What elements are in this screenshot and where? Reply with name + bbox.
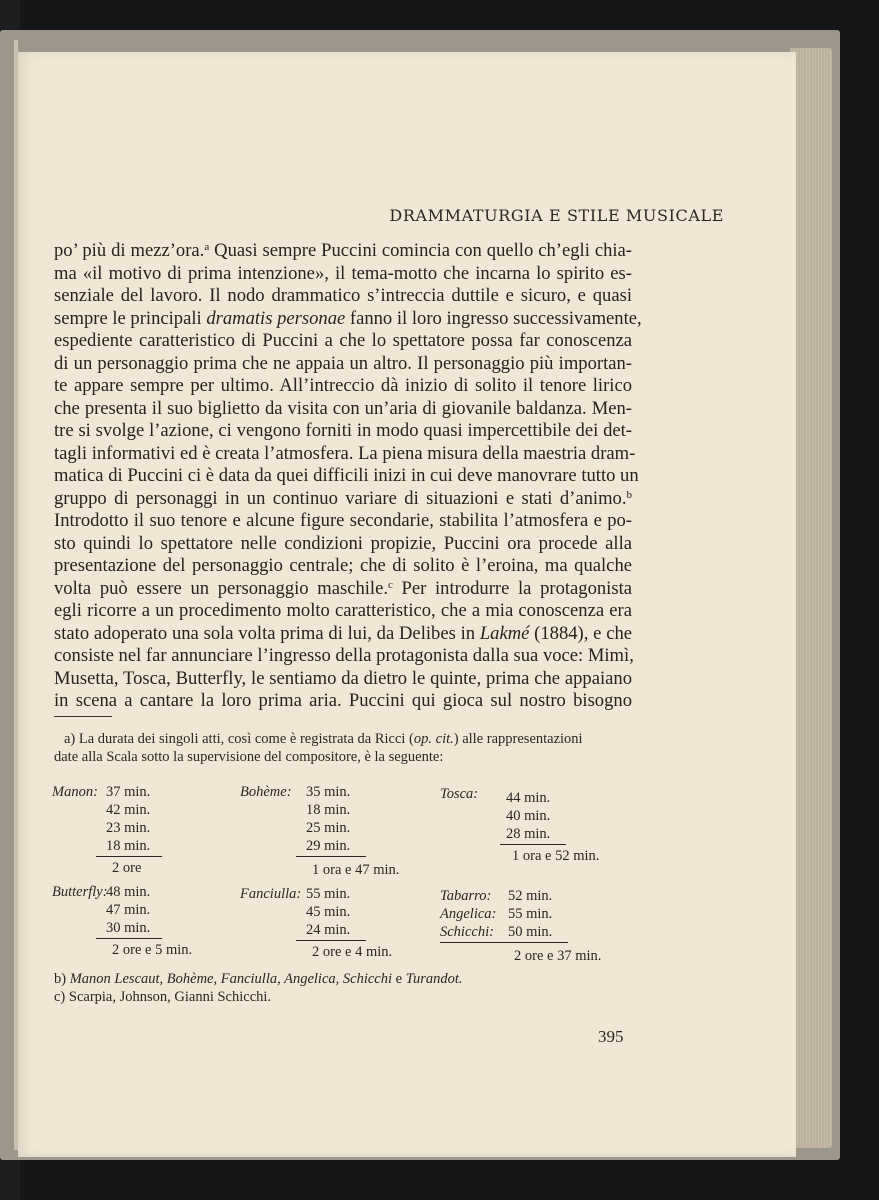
body-line: ma «il motivo di prima intenzione», il tema-motto che incarna lo spirito es- (54, 262, 632, 284)
act-duration: 55 min. (508, 906, 553, 922)
opera-title: Angelica: (440, 906, 497, 922)
body-line: egli ricorre a un procedimento molto caratteristico, che a mia conoscenza era (54, 600, 632, 621)
body-line: senziale del lavoro. Il nodo drammatico s’intreccia duttile e sicuro, e quasi (54, 285, 632, 306)
sum-line (440, 942, 568, 943)
page-fore-edge (790, 48, 832, 1148)
act-duration: 47 min. (106, 902, 151, 918)
body-line: volta può essere un personaggio maschile.$^c$ Per introdurre la protagonista (54, 577, 632, 599)
footnote-rule (54, 716, 112, 717)
body-text (54, 240, 642, 713)
body-line: po’ più di mezz’ora.$^a$ Quasi sempre Puccini comincia con quello ch’egli chia- (54, 240, 632, 261)
body-line: espediente caratteristico di Puccini a che lo spettatore possa far conoscenza (54, 330, 632, 351)
body-line: presentazione del personaggio centrale; che di solito è l’eroina, ma qualche (54, 555, 632, 576)
body-line: sempre le principali dramatis personae fanno il loro ingresso successivamente, (54, 307, 642, 329)
body-line: tagli informativi ed è creata l’atmosfera. La piena misura della maestria dram- (54, 442, 636, 464)
total-duration: 2 ore e 4 min. (312, 944, 393, 960)
total-duration: 1 ora e 52 min. (512, 848, 600, 864)
opera-title: Tabarro: (440, 888, 492, 904)
act-duration: 52 min. (508, 888, 553, 904)
sum-line (296, 940, 366, 941)
act-duration: 25 min. (306, 820, 351, 836)
act-duration: 18 min. (306, 802, 351, 818)
act-duration: 24 min. (306, 922, 351, 938)
body-line: Musetta, Tosca, Butterfly, le sentiamo da dietro le quinte, prima che appaiano (54, 667, 632, 689)
act-duration: 44 min. (506, 790, 551, 806)
body-line: in scena a cantare la loro prima aria. Puccini qui gioca sul nostro bisogno (54, 690, 632, 711)
total-duration: 2 ore e 37 min. (514, 948, 602, 964)
total-duration: 2 ore e 5 min. (112, 942, 193, 958)
body-line: matica di Puccini ci è data da quei difficili inizi in cui deve manovrare tutto un (54, 465, 639, 486)
act-duration: 18 min. (106, 838, 151, 854)
opera-title: Bohème: (240, 784, 292, 800)
opera-title: Tosca: (440, 786, 479, 802)
body-line: di un personaggio prima che ne appaia un altro. Il personaggio più importan- (54, 352, 632, 374)
running-head: DRAMMATURGIA E STILE MUSICALE (389, 206, 724, 225)
act-duration: 35 min. (306, 784, 351, 800)
body-line: Introdotto il suo tenore e alcune figure secondarie, stabilita l’atmosfera e po- (54, 510, 632, 531)
sum-line (96, 856, 162, 857)
sum-line (296, 856, 366, 857)
page-number: 395 (598, 1027, 624, 1046)
opera-title: Schicchi: (440, 924, 494, 940)
act-duration: 45 min. (306, 904, 351, 920)
opera-title: Manon: (52, 784, 98, 800)
body-line: stato adoperato una sola volta prima di lui, da Delibes in Lakmé (1884), e che (54, 622, 632, 644)
act-duration: 40 min. (506, 808, 551, 824)
act-duration: 50 min. (508, 924, 553, 940)
footnote-a-line-2: date alla Scala sotto la supervisione del compositore, è la seguente: (54, 749, 444, 765)
act-duration: 55 min. (306, 886, 351, 902)
durations-table (52, 784, 642, 964)
total-duration: 2 ore (112, 860, 142, 876)
act-duration: 48 min. (106, 884, 151, 900)
total-duration: 1 ora e 47 min. (312, 862, 400, 878)
act-duration: 37 min. (106, 784, 151, 800)
footnote-a (54, 730, 654, 766)
footnote-marker: c (388, 578, 393, 591)
body-line: gruppo di personaggi in un continuo variare di situazioni e stati d’animo.$^b$ (54, 487, 632, 509)
sum-line (500, 844, 566, 845)
sum-line (96, 938, 162, 939)
act-duration: 23 min. (106, 820, 151, 836)
footnote-c: c) Scarpia, Johnson, Gianni Schicchi. (54, 989, 272, 1005)
footnote-a-line-1: a) La durata dei singoli atti, così come è registrata da Ricci (op. cit.) alle rappresentazioni (64, 731, 583, 747)
footnote-marker: b (626, 488, 632, 501)
body-line: tre si svolge l’azione, ci vengono forniti in modo quasi impercettibile dei det- (54, 420, 632, 441)
act-duration: 28 min. (506, 826, 551, 842)
body-line: sto quindi lo spettatore nelle condizioni propizie, Puccini ora procede alla (54, 532, 632, 554)
body-line: che presenta il suo biglietto da visita con un’aria di giovanile baldanza. Men- (54, 397, 632, 419)
act-duration: 42 min. (106, 802, 151, 818)
opera-title: Butterfly: (52, 884, 108, 900)
footnote-marker: a (204, 241, 210, 253)
opera-title: Fanciulla: (240, 886, 302, 902)
body-line: consiste nel far annunciare l’ingresso della protagonista dalla sua voce: Mimì, (54, 645, 634, 666)
footnote-b: b) Manon Lescaut, Bohème, Fanciulla, Angelica, Schicchi e Turandot. (54, 971, 463, 987)
body-line: te appare sempre per ultimo. All’intreccio dà inizio di solito il tenore lirico (54, 375, 632, 396)
act-duration: 29 min. (306, 838, 351, 854)
act-duration: 30 min. (106, 920, 151, 936)
